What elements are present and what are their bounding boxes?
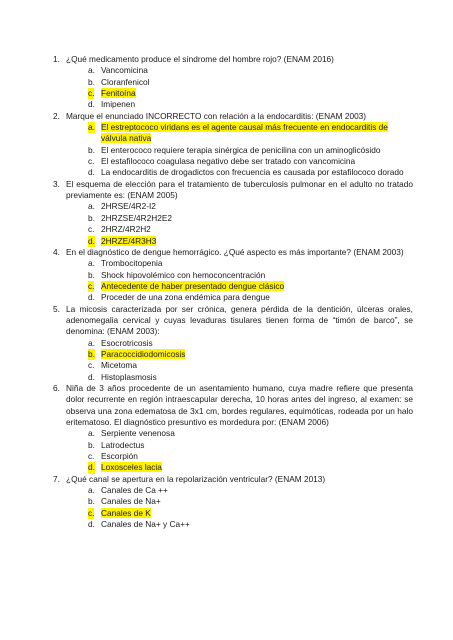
answer-option [66, 77, 413, 88]
option-letter: c. [88, 451, 95, 462]
option-letter: b. [88, 439, 95, 450]
answer-option [66, 201, 413, 212]
option-text: Latrodectus [101, 439, 145, 450]
answer-option [66, 292, 413, 303]
question-number: 5. [53, 303, 60, 314]
answer-option [66, 156, 413, 167]
answer-option [66, 428, 413, 439]
highlighted-answer-text: El estreptococo viridans es el agente causal más frecuente en endocarditis de válvula nativa [101, 122, 388, 144]
option-text: 2HRSE/4R2-I2 [101, 201, 156, 212]
question-item [53, 178, 413, 247]
option-letter: d. [88, 371, 95, 382]
answer-option [66, 462, 413, 473]
option-letter: a. [88, 201, 95, 212]
question-item [53, 303, 413, 383]
question-number: 1. [53, 54, 60, 64]
option-text: Proceder de una zona endémica para dengue [101, 292, 270, 303]
option-letter: c. [88, 360, 95, 371]
option-text: La endocarditis de drogadictos con frecuencia es causada por estafilococo dorado [101, 167, 404, 178]
answer-option [66, 281, 413, 292]
question-item [53, 473, 413, 531]
option-letter: a. [88, 485, 95, 496]
option-text: Serpiente venenosa [101, 428, 175, 439]
question-number: 7. [53, 473, 60, 484]
answer-option [66, 167, 413, 178]
option-letter: a. [88, 122, 95, 133]
option-text: El estafilococo coagulasa negativo debe ser tratado con vancomicina [101, 156, 356, 167]
option-letter: d. [88, 99, 95, 110]
option-letter: b. [88, 348, 95, 359]
option-letter: c. [88, 156, 95, 167]
answer-option [66, 213, 413, 224]
option-text: Histoplasmosis [101, 371, 157, 382]
answer-options [66, 122, 413, 179]
option-letter: b. [88, 269, 95, 280]
option-text: 2HRZSE/4R2H2E2 [101, 212, 173, 223]
answer-options [66, 485, 413, 530]
option-text: 2HRZ/4R2H2 [101, 224, 151, 235]
answer-options [66, 258, 413, 303]
option-letter: a. [88, 428, 95, 439]
question-text: Niña de 3 años procedente de un asentamiento humano, cuya madre refiere que presenta dolor recurrente en región intraescapular derecha, 10 horas antes del ingreso, al examen: se observa una zona edematosa de 3x1 cm, bordes regulares, equimóticas, rodeada por un halo eritematoso. El diagnóstico presuntivo es mordedura por: (ENAM 2006) [66, 382, 413, 427]
option-letter: d. [88, 462, 95, 473]
answer-option [66, 65, 413, 76]
question-text: ¿Qué medicamento produce el síndrome del hombre rojo? (ENAM 2016) [66, 54, 334, 64]
answer-option [66, 258, 413, 269]
answer-options [66, 201, 413, 246]
question-item [53, 110, 413, 179]
option-text: Trombocitopenia [101, 258, 163, 269]
option-text: Micetoma [101, 360, 137, 371]
answer-option [66, 372, 413, 383]
option-letter: c. [88, 507, 95, 518]
question-text: En el diagnóstico de dengue hemorrágico. ¿Qué aspecto es más importante? (ENAM 2003) [66, 246, 404, 257]
answer-option [66, 224, 413, 235]
question-number: 4. [53, 246, 60, 257]
question-text: Marque el enunciado INCORRECTO con relación a la endocarditis: (ENAM 2003) [66, 110, 367, 121]
option-letter: a. [88, 337, 95, 348]
option-letter: d. [88, 235, 95, 246]
option-letter: d. [88, 167, 95, 178]
answer-options [66, 428, 413, 473]
question-list [53, 54, 413, 530]
answer-option [66, 485, 413, 496]
option-letter: b. [88, 76, 95, 87]
option-text: Escorpión [101, 451, 138, 462]
highlighted-answer-text: Fenitoína [101, 88, 136, 99]
answer-option [66, 451, 413, 462]
option-letter: b. [88, 212, 95, 223]
option-letter: d. [88, 292, 95, 303]
answer-option [66, 519, 413, 530]
highlighted-answer-text: Loxosceles lacia [101, 462, 162, 473]
option-letter: a. [88, 258, 95, 269]
question-number: 2. [53, 110, 60, 121]
question-item [53, 54, 413, 111]
answer-option [66, 145, 413, 156]
question-number: 3. [53, 178, 60, 189]
answer-option [66, 122, 413, 145]
question-item [53, 382, 413, 474]
option-text: Canales de Ca ++ [101, 485, 168, 496]
highlighted-answer-text: 2HRZE/4R3H3 [101, 235, 157, 246]
option-letter: b. [88, 144, 95, 155]
option-letter: d. [88, 519, 95, 530]
question-text: El esquema de elección para el tratamiento de tuberculosis pulmonar en el adulto no tratado previamente es: (ENAM 2005) [66, 178, 413, 201]
option-letter: c. [88, 280, 95, 291]
option-letter: c. [88, 224, 95, 235]
option-text: Canales de Na+ y Ca++ [101, 519, 190, 530]
answer-option [66, 349, 413, 360]
option-text: Cloranfenicol [101, 76, 150, 87]
answer-options [66, 65, 413, 110]
option-text: Shock hipovolémico con hemoconcentración [101, 269, 266, 280]
highlighted-answer-text: Antecedente de haber presentado dengue clásico [101, 280, 285, 291]
answer-option [66, 508, 413, 519]
option-letter: c. [88, 88, 95, 99]
option-text: Canales de Na+ [101, 496, 161, 507]
answer-option [66, 360, 413, 371]
answer-option [66, 236, 413, 247]
question-item [53, 246, 413, 304]
option-letter: b. [88, 496, 95, 507]
option-text: Esocrotricosis [101, 337, 153, 348]
answer-option [66, 440, 413, 451]
answer-option [66, 99, 413, 110]
answer-options [66, 338, 413, 383]
question-text: La micosis caracterizada por ser crónica, genera pérdida de la dentición, úlceras orales, adenomegalia cervical y cuyas levaduras tisulares tienen forma de “timón de barco”, se denomina: (ENAM 2003): [66, 303, 413, 337]
option-letter: a. [88, 65, 95, 76]
answer-option [66, 270, 413, 281]
question-number: 6. [53, 382, 60, 393]
answer-option [66, 338, 413, 349]
option-text: Vancomicina [101, 65, 148, 76]
highlighted-answer-text: Canales de K [101, 507, 151, 518]
option-text: Imipenen [101, 99, 136, 110]
answer-option [66, 496, 413, 507]
option-text: El enterococo requiere terapia sinérgica de penicilina con un aminoglicósido [101, 144, 381, 155]
answer-option [66, 88, 413, 99]
highlighted-answer-text: Paracoccidiodomicosis [101, 348, 186, 359]
question-text: ¿Qué canal se apertura en la repolarización ventricular? (ENAM 2013) [66, 473, 326, 484]
